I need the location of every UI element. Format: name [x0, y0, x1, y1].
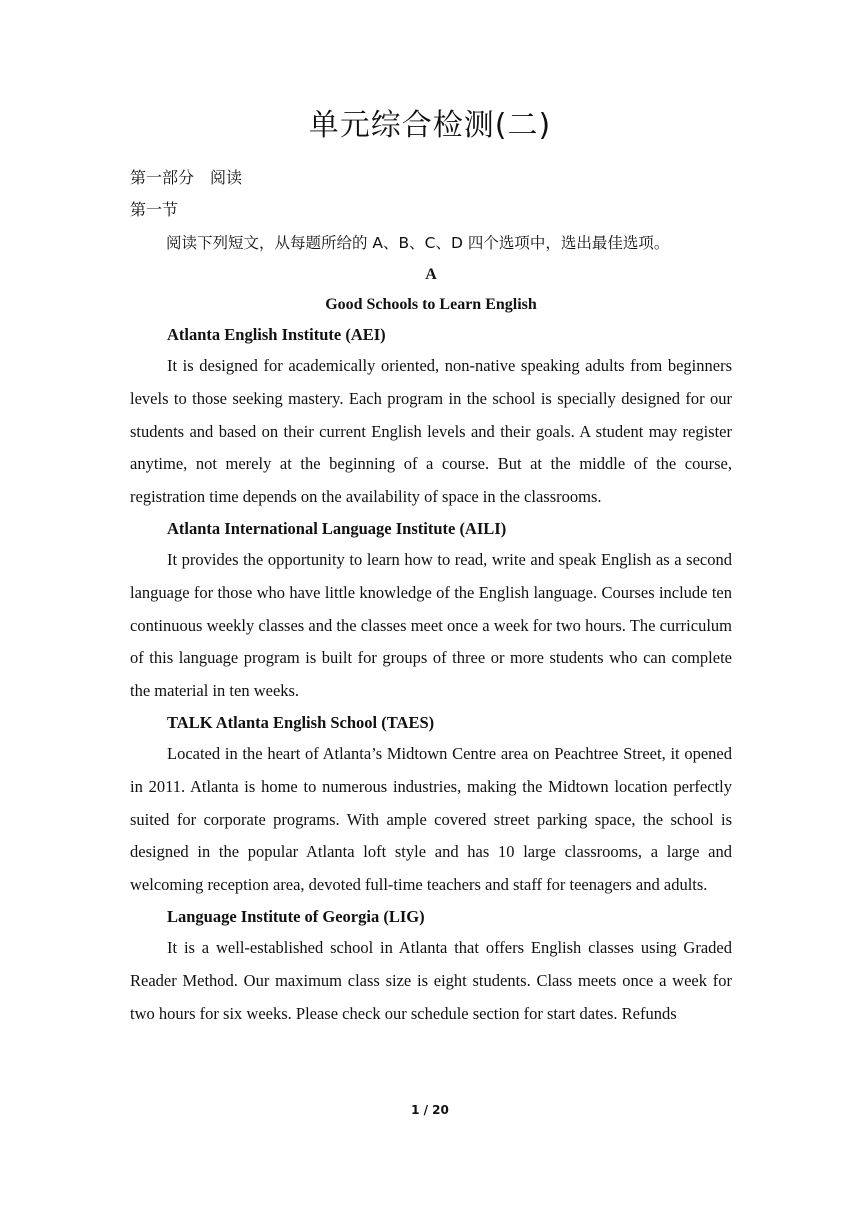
school-description-aili: It provides the opportunity to learn how to read, write and speak English as a second language for those who have little knowledge of the English language. Courses include ten continuous weekly classes and the classes meet once a week for two hours. The curriculum of this language program is built for groups of three or more students who can complete the material in ten weeks.	[130, 549, 732, 701]
school-name-lig: Language Institute of Georgia (LIG)	[167, 906, 425, 926]
school-name-taes: TALK Atlanta English School (TAES)	[167, 712, 435, 732]
school-name-aili: Atlanta International Language Institute (AILI)	[167, 518, 507, 538]
part-heading: 第一部分 阅读	[130, 168, 243, 187]
school-description-aei: It is designed for academically oriented, non-native speaking adults from beginners levels to those seeking mastery. Each program in the school is specially designed for our students and based on their current English levels and their goals. A student may register anytime, not merely at the beginning of a course. But at the middle of the course, registration time depends on the availability of space in the classrooms.	[130, 356, 732, 507]
school-description-lig: It is a well-established school in Atlanta that offers English classes using Graded Reader Method. Our maximum class size is eight students. Class meets once a week for two hours for six weeks. Please check our schedule section for start dates. Refunds	[130, 937, 732, 1023]
passage-title: Good Schools to Learn English	[325, 296, 537, 313]
reading-instruction: 阅读下列短文，从每题所给的 A、B、C、D 四个选项中，选出最佳选项。	[166, 234, 670, 252]
school-description-taes: Located in the heart of Atlanta’s Midtown Centre area on Peachtree Street, it opened in 2011. Atlanta is home to numerous industries, making the Midtown location perfectly suited for corporate programs. With ample covered street parking space, the school is designed in the popular Atlanta loft style and has 10 large classrooms, a large and welcoming reception area, devoted full-time teachers and staff for teenagers and adults.	[130, 743, 732, 895]
document-body	[130, 162, 732, 1030]
document-title: 单元综合检测(二)	[308, 108, 552, 143]
page-number: 1 / 20	[411, 1103, 449, 1117]
passage-letter: A	[425, 266, 437, 283]
school-name-aei: Atlanta English Institute (AEI)	[167, 325, 386, 344]
section-heading: 第一节	[130, 200, 179, 219]
